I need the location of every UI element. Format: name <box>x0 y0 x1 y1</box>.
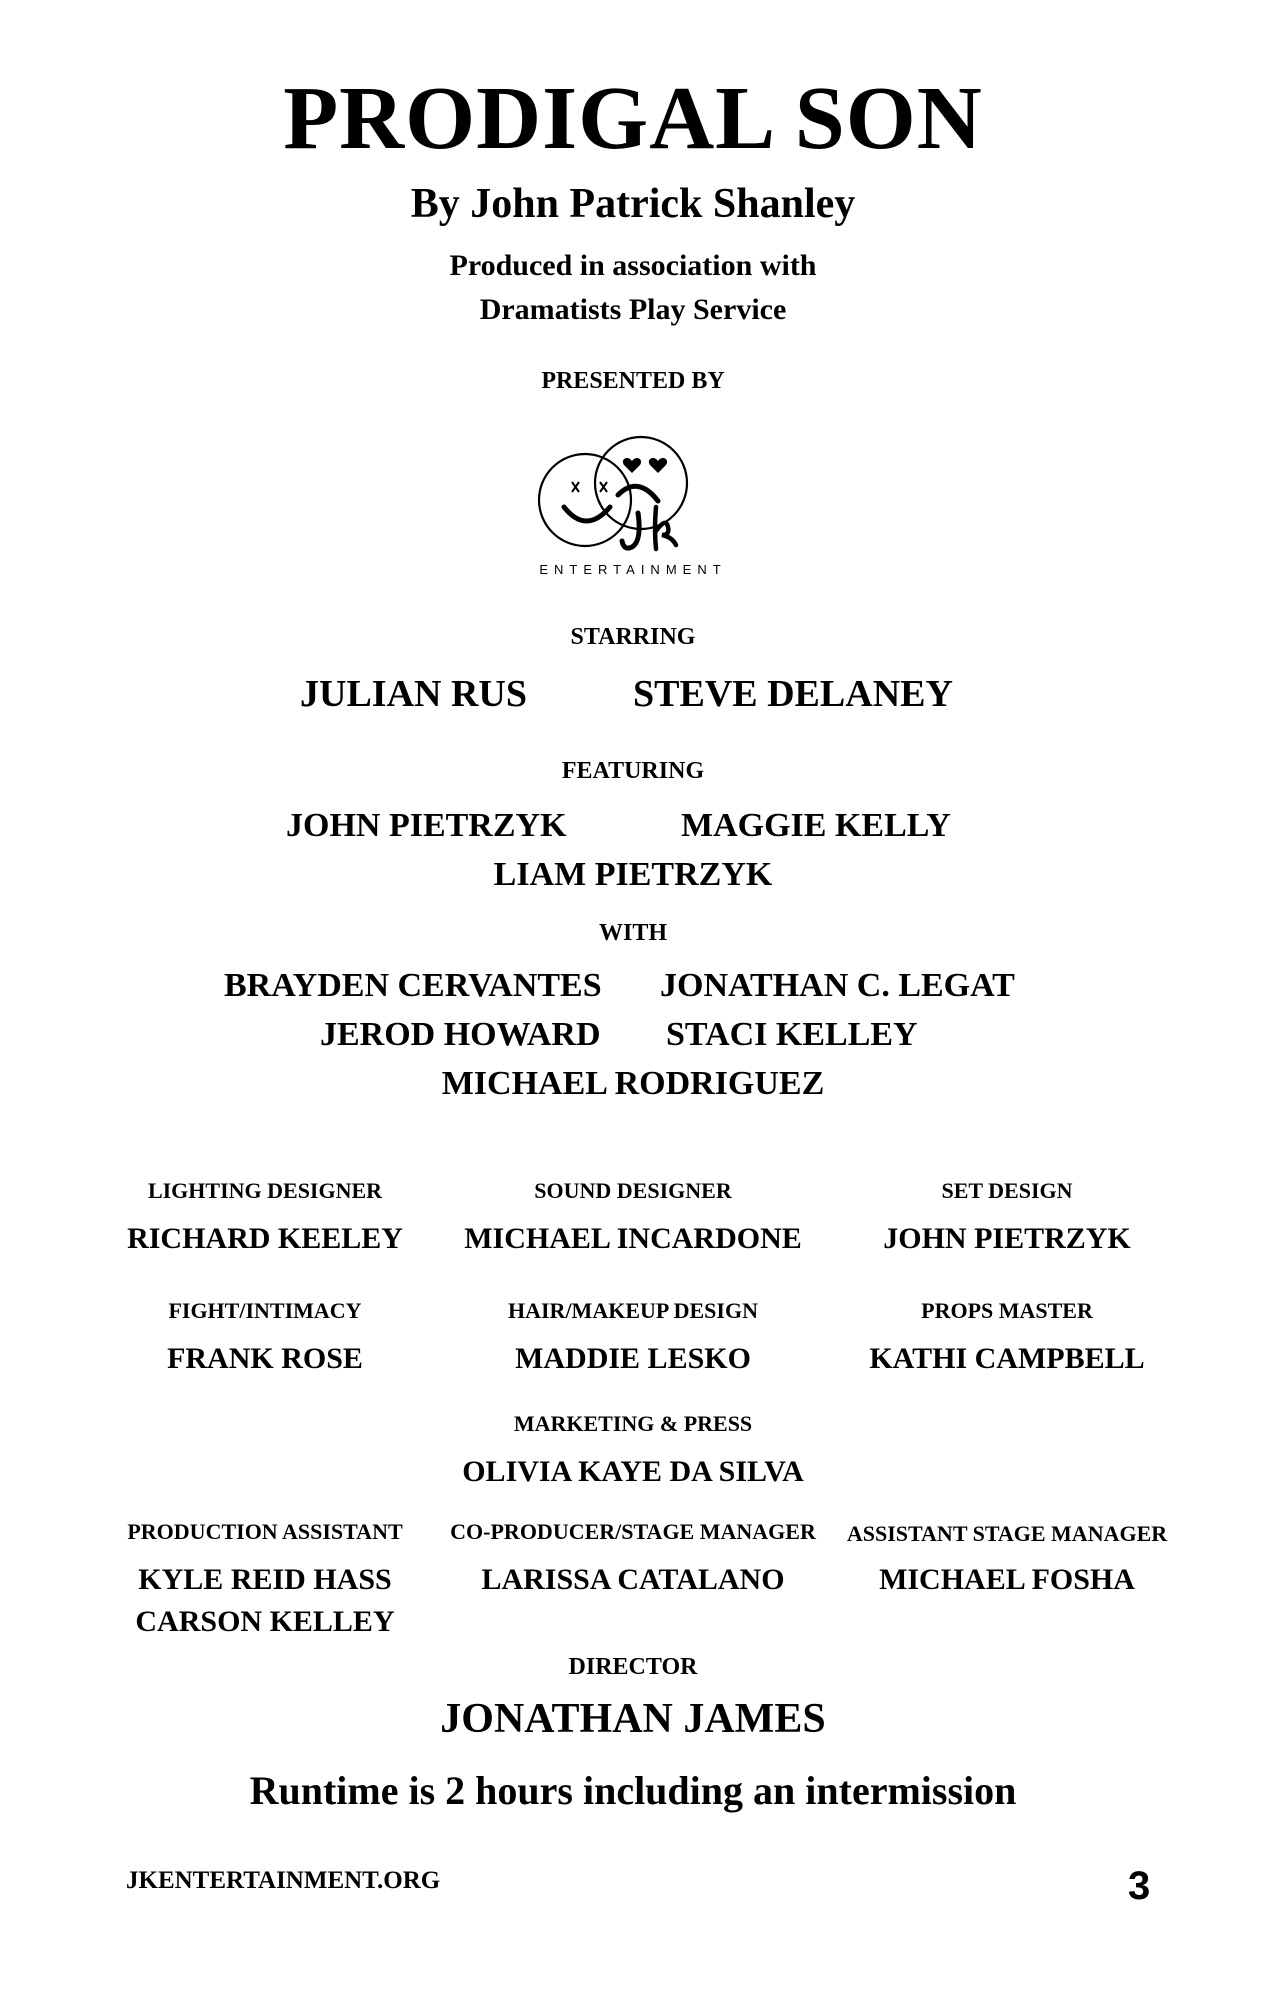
crew-role-label: CO-PRODUCER/STAGE MANAGER <box>450 1519 816 1544</box>
footer-website: JKENTERTAINMENT.ORG <box>126 1867 441 1894</box>
director-label: DIRECTOR <box>568 1654 698 1680</box>
starring-label: STARRING <box>570 624 696 650</box>
crew-name: CARSON KELLEY <box>135 1605 395 1638</box>
crew-name: RICHARD KEELEY <box>127 1222 403 1255</box>
director-name: JONATHAN JAMES <box>440 1696 826 1742</box>
crew-name: MICHAEL INCARDONE <box>464 1222 802 1255</box>
crew-name: JOHN PIETRZYK <box>883 1222 1131 1255</box>
crew-role-label: MARKETING & PRESS <box>513 1411 753 1436</box>
crew-role-label: SET DESIGN <box>941 1178 1073 1203</box>
page-number: 3 <box>1128 1864 1151 1908</box>
crew-role-label: LIGHTING DESIGNER <box>147 1178 383 1203</box>
association-line-2: Dramatists Play Service <box>479 293 787 326</box>
cast-name: JEROD HOWARD <box>320 1016 601 1053</box>
featured-name: MAGGIE KELLY <box>681 807 951 844</box>
runtime-note: Runtime is 2 hours including an intermission <box>249 1768 1017 1813</box>
crew-name: FRANK ROSE <box>167 1342 363 1375</box>
logo-entertainment-text: ENTERTAINMENT <box>539 562 727 577</box>
featured-name: JOHN PIETRZYK <box>286 807 567 844</box>
cast-name: JONATHAN C. LEGAT <box>660 967 1015 1004</box>
with-label: WITH <box>598 920 667 946</box>
crew-name: OLIVIA KAYE DA SILVA <box>462 1455 804 1488</box>
presented-by-label: PRESENTED BY <box>541 368 725 394</box>
crew-name: KATHI CAMPBELL <box>869 1342 1145 1375</box>
cast-name: MICHAEL RODRIGUEZ <box>441 1065 825 1102</box>
cast-name: STACI KELLEY <box>666 1016 918 1053</box>
crew-role-label: ASSISTANT STAGE MANAGER <box>846 1521 1168 1546</box>
play-title: PRODIGAL SON <box>283 69 983 168</box>
featured-name: LIAM PIETRZYK <box>493 856 773 893</box>
crew-role-label: SOUND DESIGNER <box>534 1178 732 1203</box>
playwright-byline: By John Patrick Shanley <box>410 181 856 227</box>
crew-name: MICHAEL FOSHA <box>879 1563 1135 1596</box>
star-name: STEVE DELANEY <box>633 673 953 715</box>
crew-role-label: HAIR/MAKEUP DESIGN <box>508 1298 758 1323</box>
star-name: JULIAN RUS <box>300 673 527 715</box>
crew-name: MADDIE LESKO <box>515 1342 751 1375</box>
cast-name: BRAYDEN CERVANTES <box>224 967 602 1004</box>
crew-name: KYLE REID HASS <box>138 1563 392 1596</box>
association-line-1: Produced in association with <box>449 249 817 282</box>
featuring-label: FEATURING <box>561 758 705 784</box>
crew-name: LARISSA CATALANO <box>481 1563 785 1596</box>
crew-role-label: PROPS MASTER <box>921 1298 1093 1323</box>
crew-role-label: FIGHT/INTIMACY <box>168 1298 362 1323</box>
crew-role-label: PRODUCTION ASSISTANT <box>127 1519 403 1544</box>
